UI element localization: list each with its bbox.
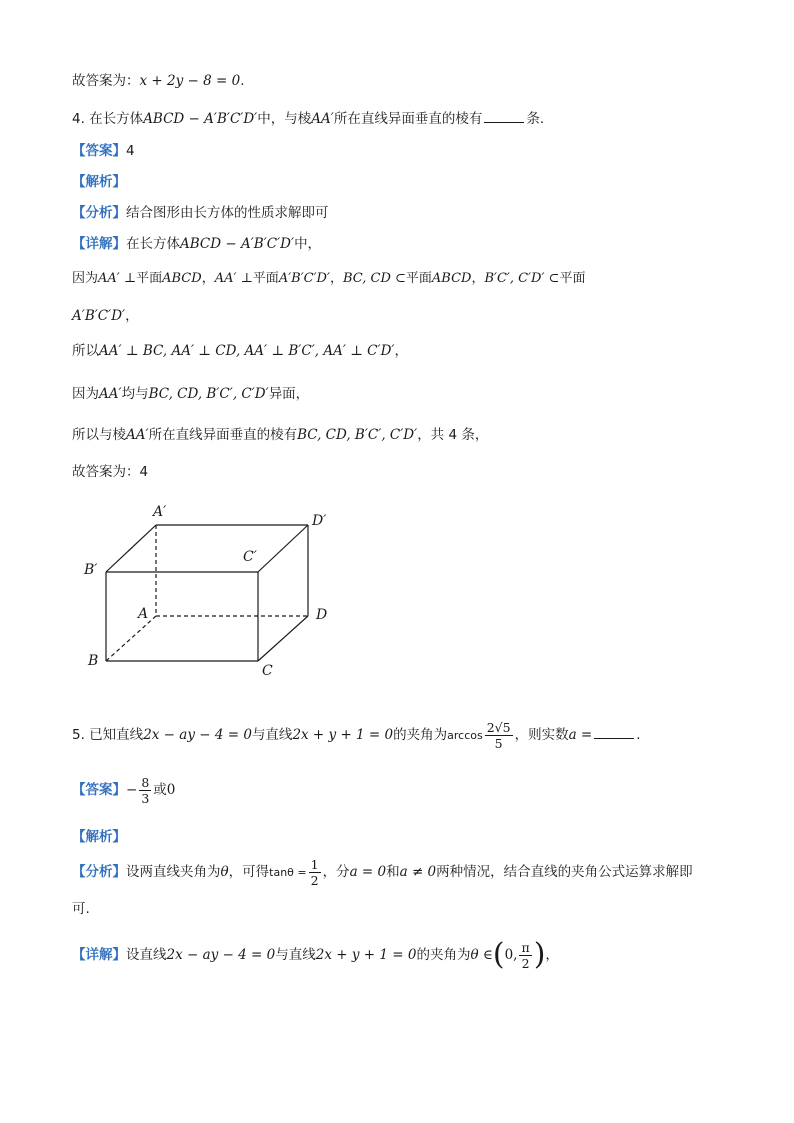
math: 2x − ay − 4 = 0 (166, 947, 276, 963)
math: A′B′C′D′ (72, 308, 126, 324)
math: AA′ ⊥ (214, 271, 253, 286)
period: . (240, 73, 245, 89)
fraction-numerator: π (521, 939, 530, 955)
text: ， (125, 308, 139, 324)
math: AA′ ⊥ (98, 271, 137, 286)
vertex-label-c: C (262, 663, 273, 679)
minus-sign: − (126, 782, 138, 798)
fraction (485, 720, 513, 751)
math: AA′ ⊥ BC, AA′ ⊥ CD, AA′ ⊥ B′C′, AA′ ⊥ C′D′ (99, 343, 395, 359)
question-text: ，则实数 (514, 727, 569, 743)
text: 可. (72, 901, 90, 917)
vertex-label-d: D (316, 607, 328, 623)
answer-zero: 0 (166, 782, 176, 798)
question-5 (72, 717, 641, 757)
vertex-label-c1: C′ (243, 549, 257, 565)
edge-d1c1 (258, 525, 308, 572)
q5-fenxi-continuation (72, 900, 90, 918)
vertex-label-d1: D′ (312, 513, 327, 529)
answer-value: 4 (126, 143, 135, 159)
fraction (139, 775, 151, 806)
math: 2x + y + 1 = 0 (315, 947, 417, 963)
math: θ ∈ (470, 947, 493, 963)
q5-answer-line (72, 773, 175, 809)
text: 在长方体 (126, 236, 180, 252)
fraction-denominator: 5 (494, 735, 503, 751)
text: 所以 (72, 343, 99, 359)
fraction-denominator: 2 (310, 872, 319, 888)
text: 与直线 (275, 947, 316, 963)
answer-prefix: 故答案为： (72, 73, 140, 89)
text: 平面 (252, 271, 279, 286)
text: ， (201, 271, 215, 286)
answer-tag: 【答案】 (72, 782, 126, 798)
vertex-label-a: A (138, 606, 149, 622)
fraction-numerator: 8 (141, 774, 150, 790)
tan-label: tanθ = (269, 866, 307, 879)
final-answer: 故答案为：4 (72, 464, 149, 480)
fenxi-tag: 【分析】 (72, 205, 126, 221)
text: 两种情况，结合直线的夹角公式运算求解即 (436, 864, 693, 880)
math: a ≠ 0 (399, 864, 437, 880)
math-expression: AA′ (311, 111, 334, 127)
text: 均与 (121, 386, 149, 402)
math: A′B′C′D′ (278, 271, 330, 286)
text: ， (545, 947, 559, 963)
math: BC, CD, B′C′, C′D′ (148, 386, 269, 402)
question-text: 中，与棱 (257, 111, 312, 127)
fenxi-tag: 【分析】 (72, 864, 126, 880)
edge-cd (258, 616, 308, 661)
vertex-label-a1: A′ (153, 504, 167, 520)
text: 平面 (559, 271, 586, 286)
fraction-denominator: 3 (141, 790, 150, 806)
question-text: 的夹角为 (393, 727, 448, 743)
jiexi-tag: 【解析】 (72, 829, 126, 845)
equation: x + 2y − 8 = 0 (139, 73, 241, 89)
math-expression: ABCD − A′B′C′D′ (143, 111, 258, 127)
vertex-label-b: B (88, 653, 99, 669)
text: ， (329, 271, 343, 286)
fraction (519, 940, 531, 971)
fenxi-text: 结合图形由长方体的性质求解即可 (126, 205, 329, 221)
fraction-numerator: 2√5 (486, 719, 511, 735)
period: . (636, 727, 641, 743)
answer-blank (594, 726, 634, 739)
question-number: 5. (72, 727, 85, 743)
text: ， (471, 271, 485, 286)
edge-ab (106, 616, 156, 661)
xiangjie-tag: 【详解】 (72, 947, 126, 963)
math: ABCD (431, 271, 472, 286)
question-text: 已知直线 (89, 727, 144, 743)
text: 平面 (405, 271, 432, 286)
math: a = 0 (349, 864, 387, 880)
fraction (309, 857, 321, 888)
text: ，分 (322, 864, 350, 880)
math: AA′ (99, 386, 122, 402)
question-text: 在长方体 (89, 111, 144, 127)
answer-tag: 【答案】 (72, 143, 126, 159)
math: AA′ (126, 427, 149, 443)
jiexi-tag: 【解析】 (72, 174, 126, 190)
xiangjie-tag: 【详解】 (72, 236, 126, 252)
question-text: 所在直线异面垂直的棱有 (333, 111, 483, 127)
math: 2x + y + 1 = 0 (292, 727, 394, 743)
question-text: 条. (526, 111, 545, 127)
text: 平面 (136, 271, 163, 286)
text: 设两直线夹角为 (126, 864, 221, 880)
q5-xiangjie-line (72, 935, 559, 977)
text: ，共 4 条， (417, 427, 489, 443)
arccos-label: arccos (447, 729, 483, 742)
edge-a1b1 (106, 525, 156, 572)
math: B′C′, C′D′ ⊂ (484, 271, 560, 286)
left-paren: ( (492, 937, 505, 972)
math: θ (220, 864, 229, 880)
fraction-numerator: 1 (310, 856, 319, 872)
text: ， (394, 343, 408, 359)
math: ABCD (162, 271, 202, 286)
text: 的夹角为 (416, 947, 471, 963)
text: 所在直线异面垂直的棱有 (148, 427, 298, 443)
text: 中， (294, 236, 322, 252)
math: BC, CD ⊂ (342, 271, 406, 286)
right-paren: ) (533, 937, 546, 972)
text: 因为 (72, 386, 99, 402)
vertex-label-b1: B′ (84, 562, 98, 578)
math: 2x − ay − 4 = 0 (143, 727, 252, 743)
question-number: 4. (72, 111, 85, 127)
text: ，可得 (228, 864, 270, 880)
question-text: 与直线 (251, 727, 293, 743)
text: 所以与棱 (72, 427, 126, 443)
interval-start: 0, (504, 947, 518, 963)
text: 设直线 (126, 947, 167, 963)
text: 异面， (268, 386, 310, 402)
q5-fenxi-line (72, 855, 693, 891)
text: 因为 (72, 271, 99, 286)
text: 和 (386, 864, 400, 880)
math: a = (568, 727, 593, 743)
math: BC, CD, B′C′, C′D′ (297, 427, 418, 443)
q5-jiexi-line (72, 828, 126, 846)
fraction-denominator: 2 (521, 955, 530, 971)
math-expression: ABCD − A′B′C′D′ (180, 236, 295, 252)
or-text: 或 (153, 782, 167, 798)
